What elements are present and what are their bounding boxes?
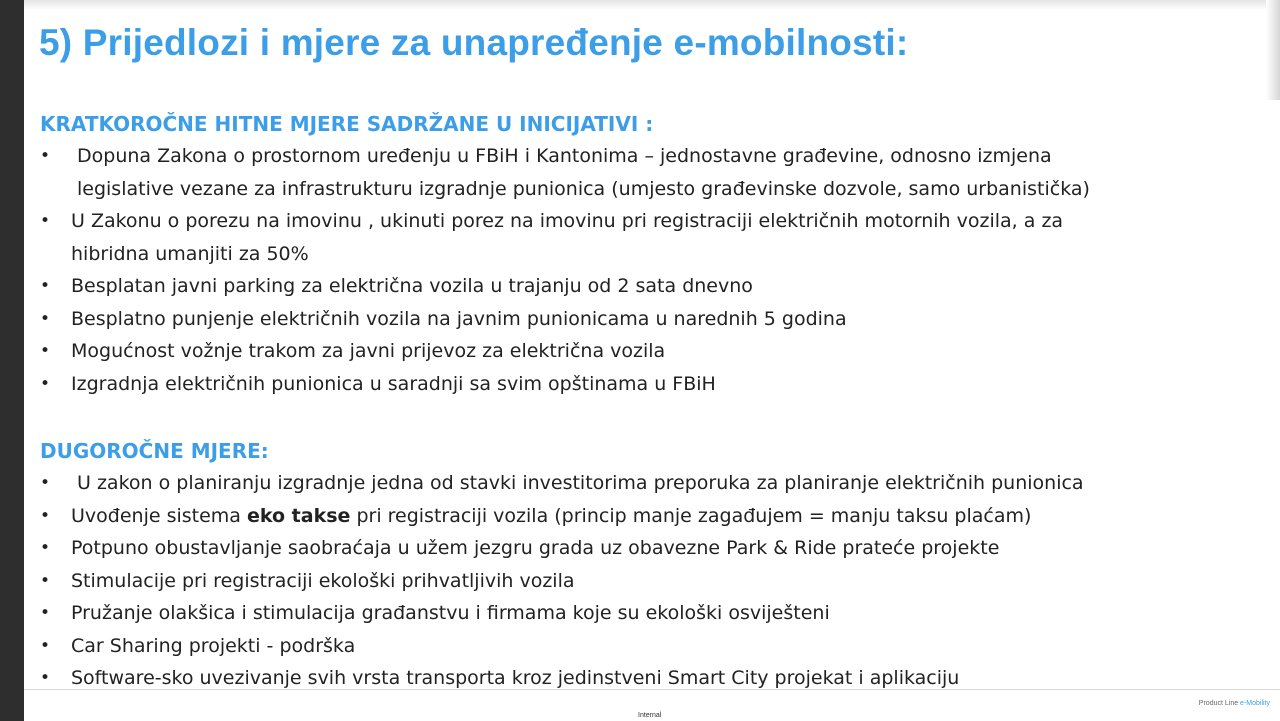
bullet-icon: • — [40, 668, 51, 688]
bullet-icon: • — [40, 308, 51, 329]
list-item-text: Stimulacije pri registraciji ekološki prihvatljivih vozila — [71, 569, 575, 592]
list-item — [40, 303, 1090, 336]
list-item — [40, 335, 1090, 368]
window-right-edge — [1266, 0, 1280, 100]
window-top-edge — [24, 0, 1280, 10]
list-item — [40, 630, 1084, 663]
footer-product-prefix: Product Line — [1198, 700, 1241, 707]
list-item-text: Mogućnost vožnje trakom za javni prijevoz za električna vozila — [71, 340, 666, 362]
bullet-icon: • — [40, 635, 51, 656]
long-term-heading: DUGOROČNE MJERE: — [40, 439, 269, 463]
long-term-list — [40, 467, 1084, 695]
footer-classification: Internal — [638, 712, 662, 719]
list-item-text: Besplatan javni parking za električna vozila u trajanju od 2 sata dnevno — [71, 275, 753, 297]
list-item — [40, 532, 1084, 565]
short-term-heading: KRATKOROČNE HITNE MJERE SADRŽANE U INICIJATIVI : — [40, 112, 654, 136]
list-item — [40, 467, 1084, 500]
list-item-text: Potpuno obustavljanje saobraćaja u užem jezgru grada uz obavezne Park & Ride prateće projekte — [71, 537, 1000, 559]
list-item-text-before: Uvođenje sistema — [71, 504, 247, 527]
list-item — [40, 270, 1090, 303]
footer-divider — [24, 689, 1280, 690]
bullet-icon: • — [40, 146, 51, 166]
bullet-icon: • — [40, 373, 51, 394]
bullet-icon: • — [40, 603, 51, 623]
slide-title: 5) Prijedlozi i mjere za unapređenje e-mobilnosti: — [39, 22, 909, 63]
bullet-icon: • — [40, 538, 51, 558]
bullet-icon: • — [40, 211, 51, 231]
list-item-text-bold: eko takse — [246, 504, 351, 527]
footer-product-accent: e-Mobility — [1240, 700, 1270, 707]
list-item-text: Izgradnja električnih punionica u saradnji sa svim opštinama u FBiH — [71, 372, 716, 395]
list-item-text: Besplatno punjenje električnih vozila na javnim punionicama u narednih 5 godina — [71, 307, 847, 330]
short-term-list — [40, 140, 1090, 400]
list-item-text-continued: hibridna umanjiti za 50% — [71, 242, 309, 265]
list-item — [40, 140, 1090, 205]
list-item — [40, 205, 1090, 270]
list-item-text: U zakon o planiranju izgradnje jedna od stavki investitorima preporuka za planiranje električnih punionica — [77, 472, 1084, 494]
list-item-text: Car Sharing projekti - podrška — [71, 634, 356, 657]
list-item-text: U Zakonu o porezu na imovinu , ukinuti porez na imovinu pri registraciji električnih motornih vozila, a za — [71, 210, 1064, 232]
bullet-icon: • — [40, 341, 51, 361]
bullet-icon: • — [40, 505, 51, 526]
list-item — [40, 597, 1084, 630]
window-left-edge — [0, 0, 24, 721]
list-item-text: Dopuna Zakona o prostornom uređenju u FBiH i Kantonima – jednostavne građevine, odnosno izmjena — [77, 145, 1052, 167]
list-item-text-after: pri registraciji vozila (princip manje zagađujem = manju taksu plaćam) — [350, 504, 1032, 527]
list-item-text-continued: legislative vezane za infrastrukturu izgradnje punionica (umjesto građevinske dozvole, samo urbanistička) — [77, 177, 1090, 200]
list-item — [40, 500, 1084, 533]
bullet-icon: • — [40, 473, 51, 493]
list-item — [40, 565, 1084, 598]
footer-product-line — [1199, 700, 1270, 707]
list-item — [40, 368, 1090, 401]
list-item-text: Pružanje olakšica i stimulacija građanstvu i firmama koje su ekološki osviješteni — [71, 602, 830, 624]
bullet-icon: • — [40, 570, 51, 591]
list-item-text: Software-sko uvezivanje svih vrsta transporta kroz jedinstveni Smart City projekat i aplikaciju — [71, 667, 960, 689]
bullet-icon: • — [40, 276, 51, 296]
